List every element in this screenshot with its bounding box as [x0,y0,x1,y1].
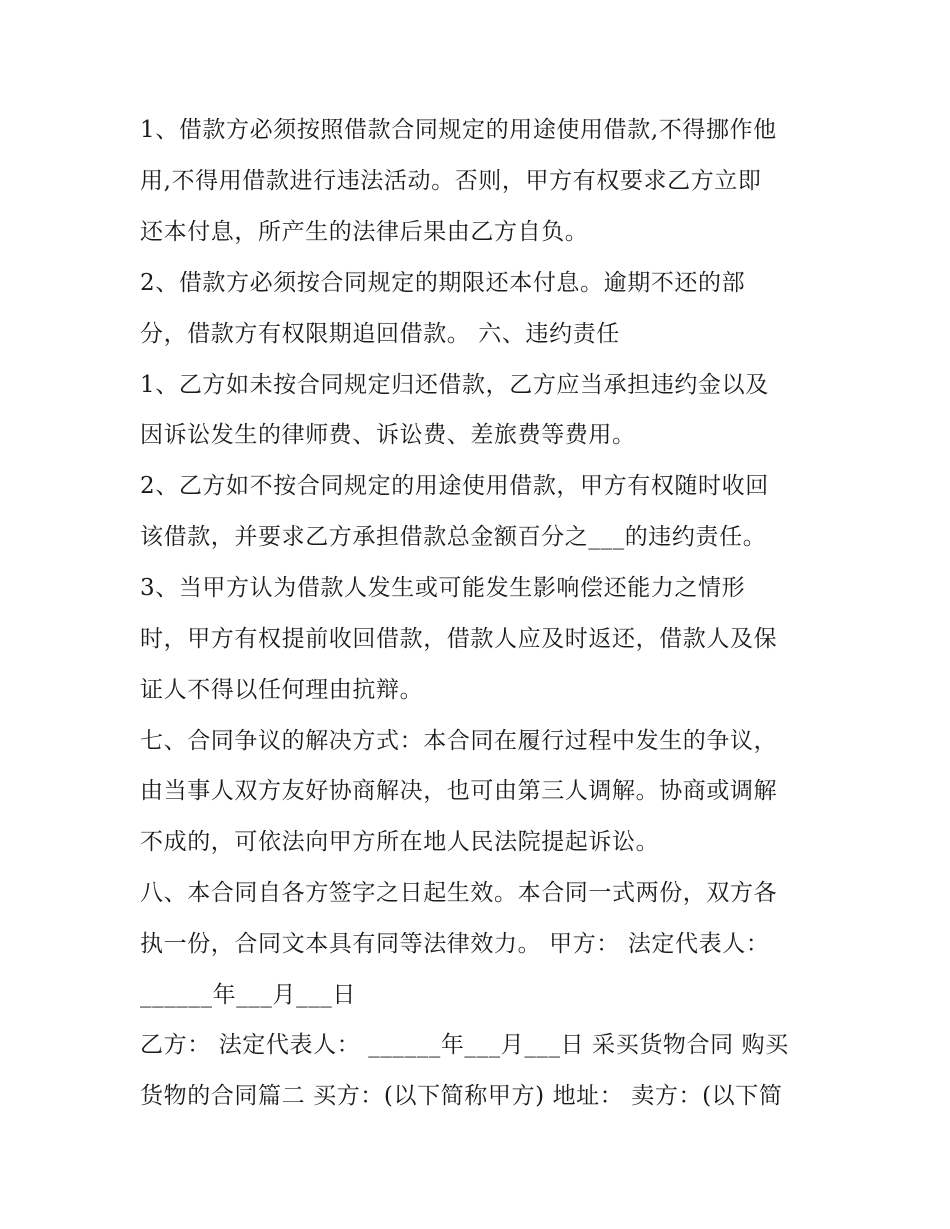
text-line: 2、乙方如不按合同规定的用途使用借款，甲方有权随时收回 [140,473,769,499]
text-line: 3、当甲方认为借款人发生或可能发生影响偿还能力之情形 [140,575,746,601]
text-line: 该借款，并要求乙方承担借款总金额百分之___的违约责任。 [140,524,767,550]
text-line: 证人不得以任何理由抗辩。 [140,677,424,703]
text-line: ______年___月___日 [140,982,356,1008]
text-line: 时，甲方有权提前收回借款，借款人应及时返还，借款人及保 [140,626,778,652]
text-line: 1、借款方必须按照借款合同规定的用途使用借款,不得挪作他 [140,117,777,143]
text-line: 七、合同争议的解决方式：本合同在履行过程中发生的争议， [140,728,778,754]
text-line: 分，借款方有权限期追回借款。 六、违约责任 [140,321,620,347]
text-line: 还本付息，所产生的法律后果由乙方自负。 [140,219,589,245]
text-line: 执一份，合同文本具有同等法律效力。 甲方： 法定代表人： [140,931,770,957]
text-line: 乙方： 法定代表人： ______年___月___日 采买货物合同 购买 [140,1032,789,1058]
text-line: 1、乙方如未按合同规定归还借款，乙方应当承担违约金以及 [140,372,769,398]
text-line: 八、本合同自各方签字之日起生效。本合同一式两份，双方各 [140,880,778,906]
text-line: 因诉讼发生的律师费、诉讼费、差旅费等费用。 [140,422,636,448]
text-line: 2、借款方必须按合同规定的期限还本付息。逾期不还的部 [140,270,746,296]
text-line: 不成的，可依法向甲方所在地人民法院提起诉讼。 [140,829,660,855]
text-line: 由当事人双方友好协商解决，也可由第三人调解。协商或调解 [140,778,778,804]
text-line: 用,不得用借款进行违法活动。否则，甲方有权要求乙方立即 [140,168,762,194]
text-line: 货物的合同篇二 买方：(以下简称甲方) 地址： 卖方：(以下简 [140,1083,783,1109]
